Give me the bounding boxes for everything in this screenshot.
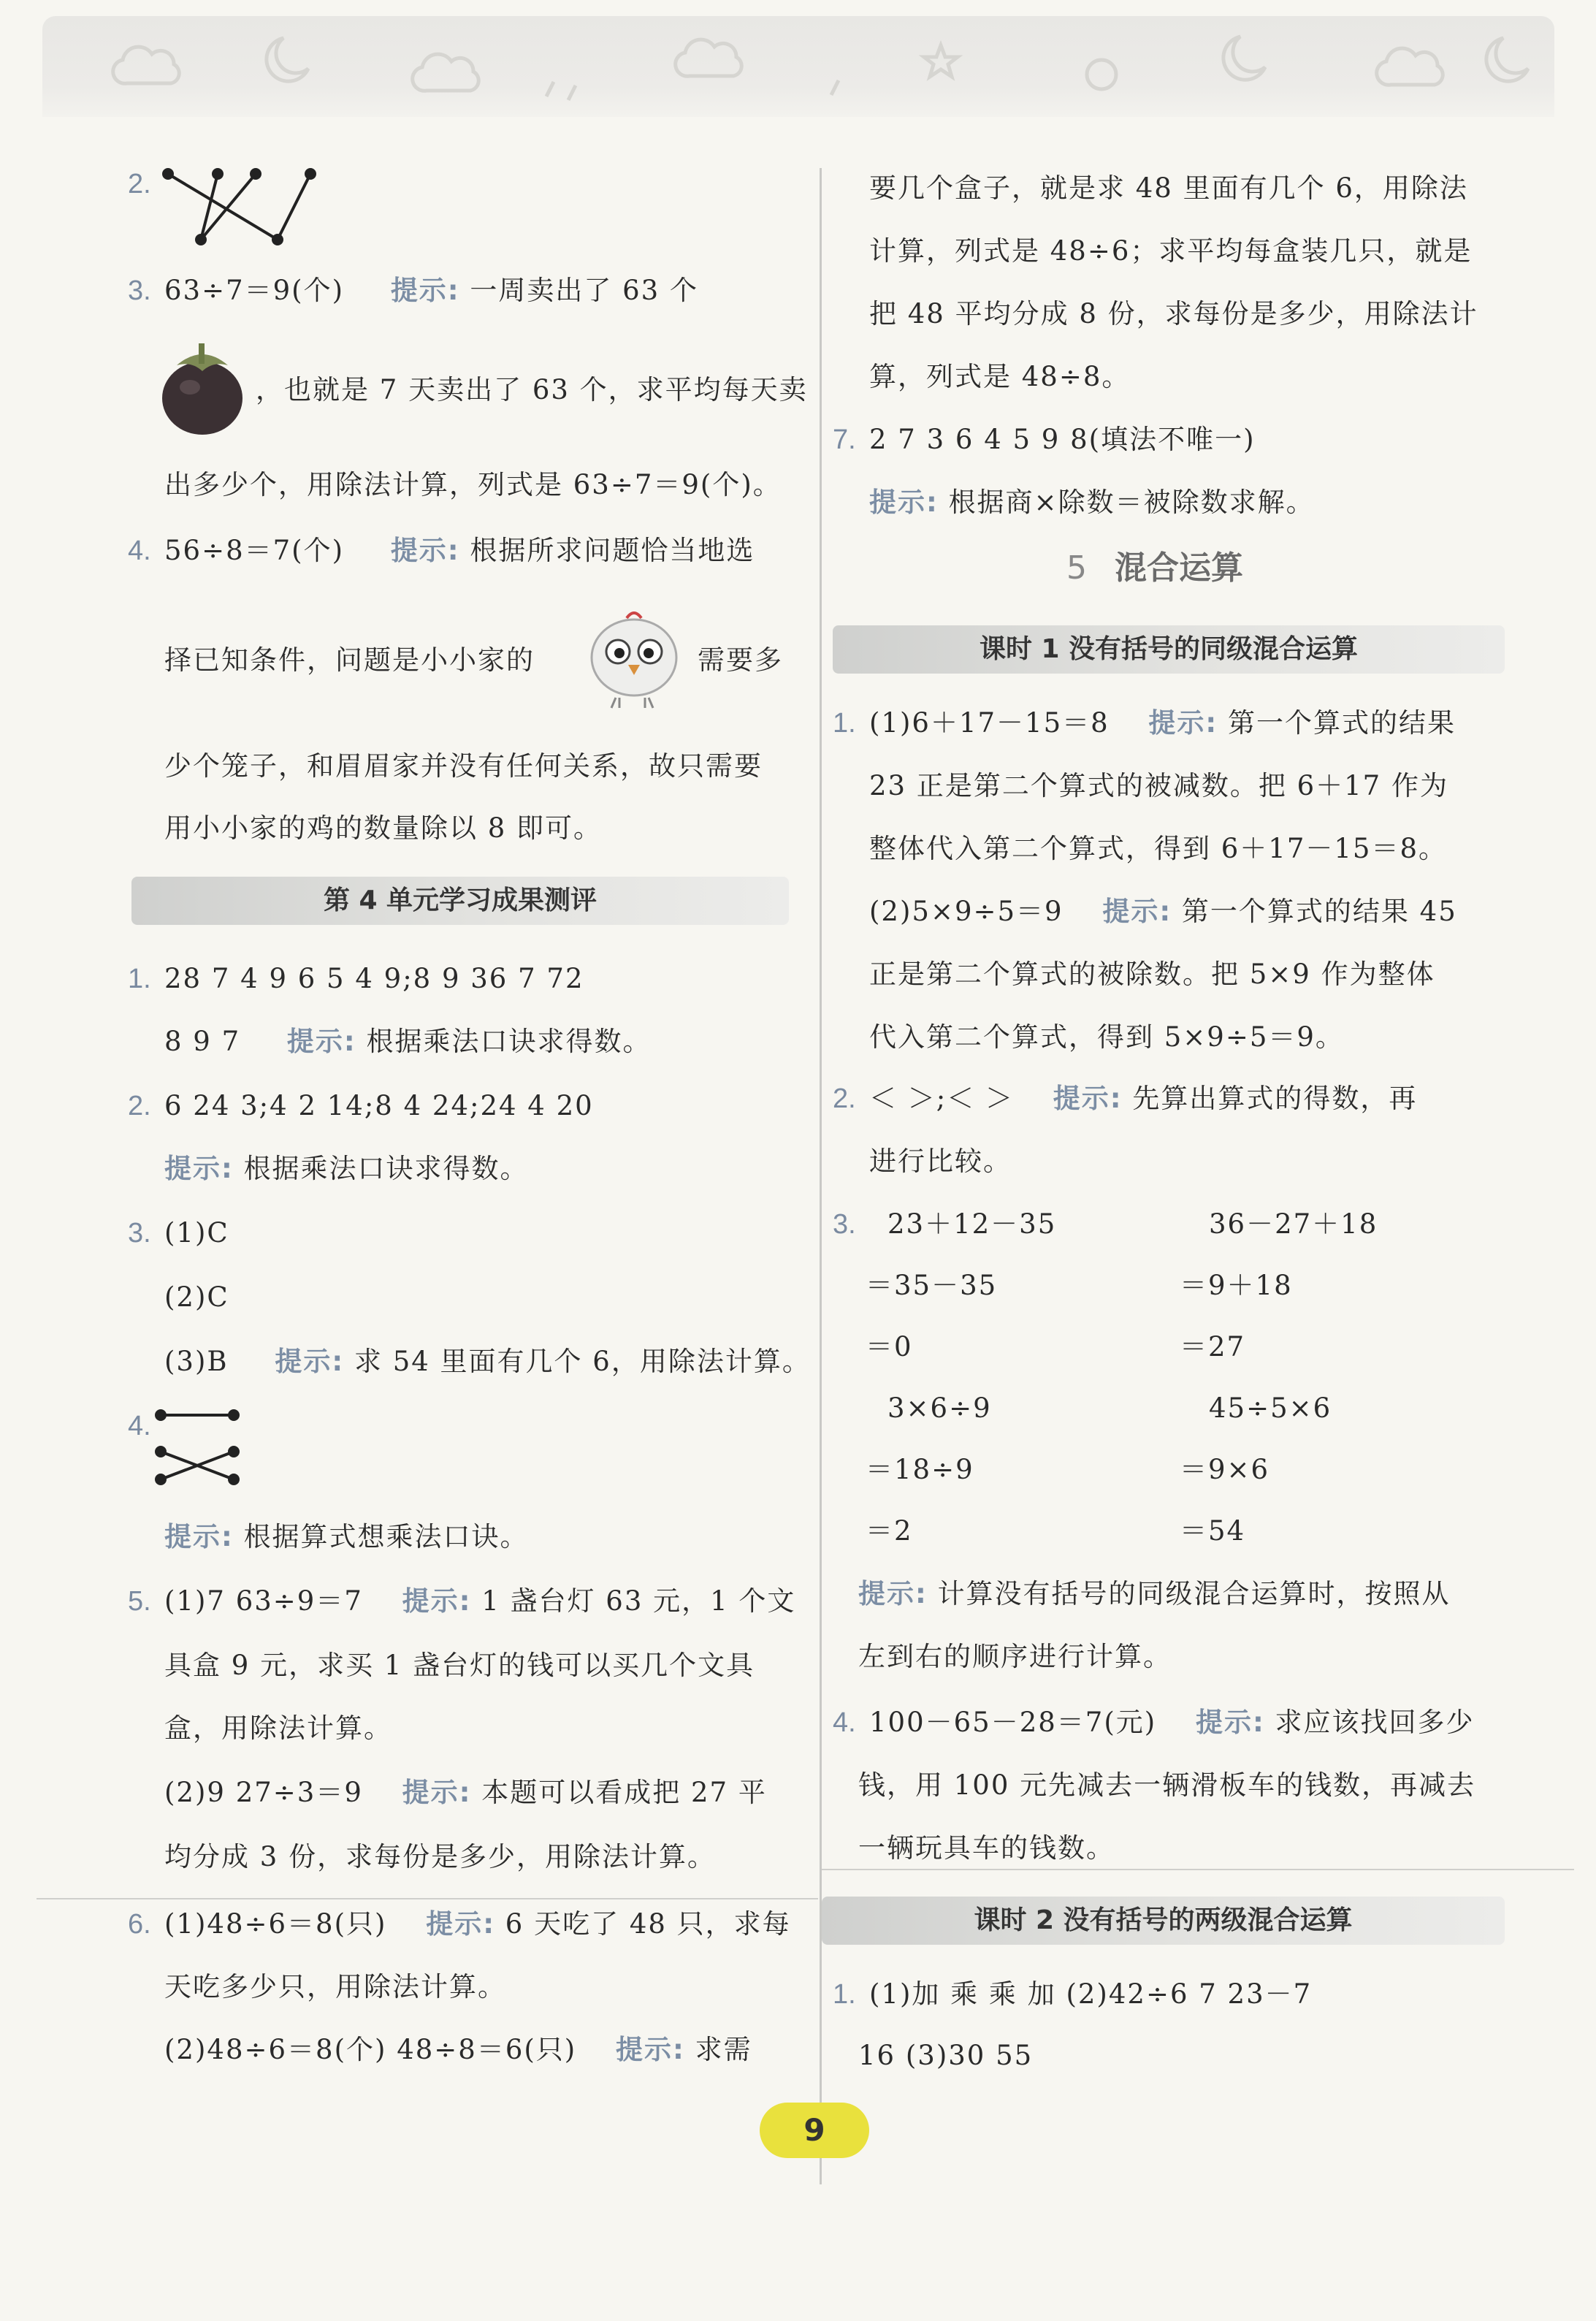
- hint-label: 提示:: [1195, 1707, 1265, 1738]
- question-number: 7.: [833, 424, 856, 455]
- hint-label: 提示:: [1053, 1083, 1123, 1114]
- hint-text: 求 54 里面有几个 6，用除法计算。: [354, 1346, 811, 1377]
- answer-equation: (2)9 27÷3＝9: [164, 1777, 363, 1808]
- section-title: [1066, 546, 1243, 590]
- answer-line: 整体代入第二个算式，得到 6＋17－15＝8。: [869, 833, 1448, 864]
- calc-step: 23＋12－35: [887, 1208, 1057, 1240]
- question-number: 3.: [128, 1218, 151, 1249]
- answer-line: [164, 1584, 795, 1619]
- answer-equation: (2)48÷6＝8(个) 48÷8＝6(只): [164, 2034, 577, 2065]
- calc-step: 36－27＋18: [1209, 1208, 1378, 1240]
- answer-line: 2 7 3 6 4 5 9 8(填法不唯一): [869, 424, 1256, 455]
- hint-label: 提示:: [390, 275, 460, 306]
- unit-test-title: 第 4 单元学习成果测评: [323, 885, 597, 915]
- hint-label: 提示:: [1148, 707, 1218, 739]
- lesson-heading: [833, 625, 1505, 674]
- answer-equation: 63÷7＝9(个): [164, 275, 345, 306]
- page-number: 9: [760, 2103, 869, 2158]
- answer-line: 28 7 4 9 6 5 4 9;8 9 36 7 72: [164, 963, 584, 994]
- hint-label: 提示:: [275, 1346, 345, 1377]
- question-number: 2.: [128, 1091, 151, 1121]
- answer-equation: 56÷8＝7(个): [164, 535, 345, 566]
- answer-equation: 100－65－28＝7(元): [869, 1707, 1157, 1738]
- answer-line: 把 48 平均分成 8 份，求每份是多少，用除法计: [869, 298, 1478, 329]
- hint-label: 提示:: [858, 1578, 928, 1609]
- hint-text: 一周卖出了 63 个: [470, 275, 698, 306]
- calc-step: 45÷5×6: [1209, 1392, 1332, 1424]
- hint-label: 提示:: [390, 535, 460, 566]
- answer-line: [164, 273, 698, 308]
- answer-line: [869, 485, 1315, 520]
- hint-label: 提示:: [402, 1777, 472, 1808]
- hint-label: 提示:: [426, 1908, 496, 1940]
- hint-label: 提示:: [164, 1153, 234, 1184]
- answer-line: ，也就是 7 天卖出了 63 个，求平均每天卖: [256, 374, 808, 405]
- answer-line: 具盒 9 元，求买 1 盏台灯的钱可以买几个文具: [164, 1650, 755, 1681]
- calc-step: ＝9×6: [1180, 1454, 1270, 1485]
- answer-line: 计算，列式是 48÷6；求平均每盒装几只，就是: [869, 235, 1473, 267]
- answer-line: 6 24 3;4 2 14;8 4 24;24 4 20: [164, 1090, 594, 1121]
- question-number: 3.: [833, 1209, 856, 1240]
- answer-line: 少个笼子，和眉眉家并没有任何关系，故只需要: [164, 750, 763, 782]
- unit-test-heading: [131, 877, 789, 925]
- answer-line: 钱，用 100 元先减去一辆滑板车的钱数，再减去: [858, 1769, 1476, 1801]
- question-number: 3.: [128, 275, 151, 306]
- answer-line: 用小小家的鸡的数量除以 8 即可。: [164, 812, 603, 844]
- page-header-band: [42, 16, 1554, 117]
- calc-step: ＝54: [1180, 1515, 1246, 1547]
- hint-label: 提示:: [286, 1026, 356, 1057]
- hint-label: 提示:: [1102, 896, 1172, 927]
- answer-line: 盒，用除法计算。: [164, 1712, 392, 1744]
- hint-text: 1 盏台灯 63 元，1 个文: [481, 1585, 796, 1617]
- answer-line: [164, 1520, 529, 1555]
- answer-line: [164, 533, 755, 568]
- hint-text: 根据乘法口诀求得数。: [366, 1026, 652, 1057]
- calc-step: ＝0: [866, 1331, 913, 1363]
- divider-line: [822, 1869, 1574, 1870]
- answer-equation: (2)5×9÷5＝9: [869, 896, 1064, 927]
- answer-line: [164, 1344, 811, 1379]
- question-number: 4.: [128, 1411, 151, 1441]
- hint-text: 求应该找回多少: [1275, 1707, 1475, 1738]
- matching-lines-figure: [161, 167, 321, 247]
- question-number: 5.: [128, 1586, 151, 1617]
- chick-icon: [583, 606, 685, 716]
- calc-step: ＝9＋18: [1180, 1270, 1293, 1301]
- lesson-heading: [822, 1897, 1505, 1945]
- hint-text: 根据所求问题恰当地选: [470, 535, 755, 566]
- answer-line: 代入第二个算式，得到 5×9÷5＝9。: [869, 1021, 1344, 1053]
- answer-line: (2)C: [164, 1281, 229, 1313]
- answer-equation: (1)48÷6＝8(只): [164, 1908, 387, 1940]
- hint-text: 先算出算式的得数，再: [1132, 1083, 1418, 1114]
- answer-line: [164, 2032, 752, 2067]
- hint-text: 计算没有括号的同级混合运算时，按照从: [937, 1578, 1451, 1609]
- answer-line: 23 正是第二个算式的被减数。把 6＋17 作为: [869, 770, 1448, 801]
- lesson-title: 课时 2 没有括号的两级混合运算: [974, 1905, 1353, 1935]
- mangosteen-icon: [155, 329, 250, 438]
- answer-line: (1)C: [164, 1217, 229, 1249]
- answer-line: [869, 894, 1457, 929]
- answer-equation: ＜ ＞;＜ ＞: [869, 1083, 1014, 1114]
- answer-line: 算，列式是 48÷8。: [869, 361, 1131, 392]
- question-number: 4.: [128, 536, 151, 566]
- answer-line: 出多少个，用除法计算，列式是 63÷7＝9(个)。: [164, 469, 782, 500]
- answer-line: [164, 1907, 791, 1942]
- weather-decoration-icon: [42, 16, 1554, 117]
- answer-line: 进行比较。: [869, 1146, 1012, 1177]
- answer-line: (1)加 乘 乘 加 (2)42÷6 7 23－7: [869, 1978, 1313, 2010]
- answer-line: [858, 1577, 1451, 1612]
- question-number: 2.: [833, 1083, 856, 1114]
- hint-label: 提示:: [869, 487, 939, 518]
- answer-line: [164, 1024, 651, 1059]
- hint-text: 本题可以看成把 27 平: [481, 1777, 767, 1808]
- calc-step: 3×6÷9: [887, 1392, 992, 1424]
- question-number: 2.: [128, 169, 151, 199]
- answer-line: [869, 1705, 1475, 1740]
- answer-line: 左到右的顺序进行计算。: [858, 1641, 1172, 1672]
- hint-text: 求需: [695, 2034, 752, 2065]
- divider-line: [37, 1898, 818, 1899]
- answer-equation: (1)6＋17－15＝8: [869, 707, 1110, 739]
- answer-line: 一辆玩具车的钱数。: [858, 1832, 1115, 1864]
- hint-text: 根据乘法口诀求得数。: [243, 1153, 529, 1184]
- answer-line: [869, 706, 1456, 741]
- lesson-title: 课时 1 没有括号的同级混合运算: [979, 634, 1359, 664]
- hint-text: 第一个算式的结果: [1227, 707, 1456, 739]
- question-number: 1.: [128, 964, 151, 994]
- hint-label: 提示:: [402, 1585, 472, 1617]
- answer-line: 天吃多少只，用除法计算。: [164, 1971, 506, 2002]
- answer-line: 要几个盒子，就是求 48 里面有几个 6，用除法: [869, 172, 1468, 204]
- hint-text: 根据算式想乘法口诀。: [243, 1521, 529, 1552]
- answer-line: 16 (3)30 55: [858, 2040, 1034, 2071]
- calc-step: ＝35－35: [866, 1270, 998, 1301]
- calc-step: ＝27: [1180, 1331, 1246, 1363]
- hint-label: 提示:: [164, 1521, 234, 1552]
- calc-step: ＝2: [866, 1515, 913, 1547]
- answer-line: 择已知条件，问题是小小家的: [164, 644, 535, 676]
- answer-line: 需要多: [698, 644, 783, 676]
- question-number: 4.: [833, 1707, 856, 1738]
- answer-line: 均分成 3 份，求每份是多少，用除法计算。: [164, 1841, 717, 1872]
- matching-lines-figure: [153, 1406, 241, 1487]
- section-number: 5: [1066, 549, 1087, 587]
- calc-step: ＝18÷9: [866, 1454, 974, 1485]
- hint-text: 第一个算式的结果 45: [1181, 896, 1457, 927]
- answer-line: [869, 1081, 1417, 1116]
- section-name: 混合运算: [1115, 549, 1243, 587]
- hint-label: 提示:: [616, 2034, 685, 2065]
- question-number: 1.: [833, 1979, 856, 2010]
- answer-line: 正是第二个算式的被除数。把 5×9 作为整体: [869, 958, 1435, 990]
- answer-line: [164, 1151, 529, 1186]
- hint-text: 根据商×除数＝被除数求解。: [948, 487, 1315, 518]
- hint-text: 6 天吃了 48 只，求每: [505, 1908, 791, 1940]
- question-number: 6.: [128, 1909, 151, 1940]
- column-divider: [820, 168, 822, 2184]
- answer-line: [164, 1775, 767, 1810]
- answer-values: (3)B: [164, 1346, 229, 1377]
- answer-equation: (1)7 63÷9＝7: [164, 1585, 363, 1617]
- question-number: 1.: [833, 708, 856, 739]
- answer-values: 8 9 7: [164, 1026, 241, 1057]
